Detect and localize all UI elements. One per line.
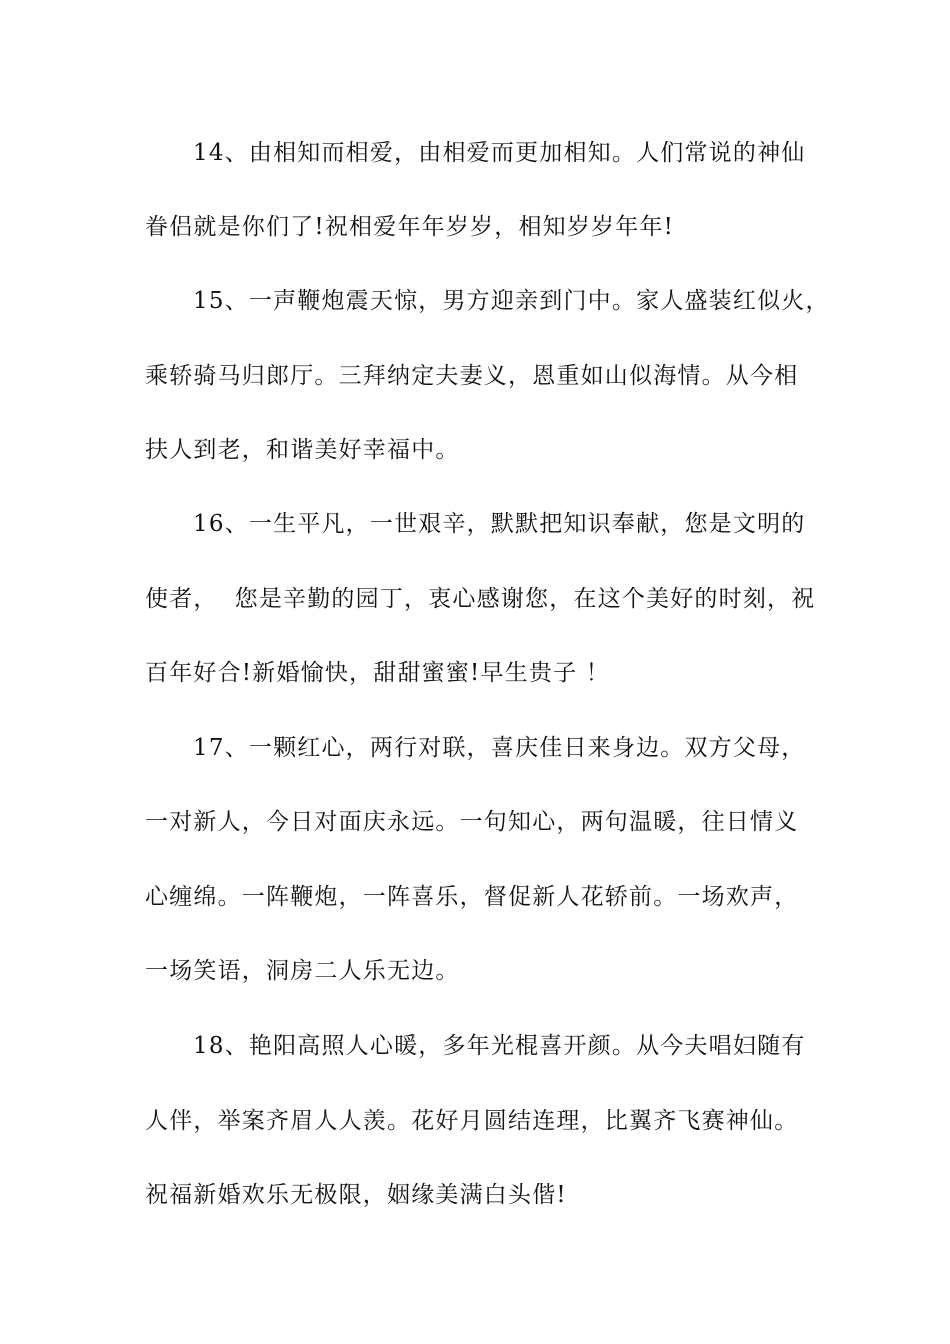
paragraph-17-line-2: 一对新人，今日对面庆永远。一句知心，两句温暖，往日情义 — [145, 809, 799, 835]
paragraph-17-line-4: 一场笑语，洞房二人乐无边。 — [145, 958, 460, 984]
paragraph-17-line-1: 17、一颗红心，两行对联，喜庆佳日来身边。双方父母， — [193, 735, 806, 761]
paragraph-14-line-1: 14、由相知而相爱，由相爱而更加相知。人们常说的神仙 — [193, 140, 806, 166]
paragraph-16-line-1: 16、一生平凡，一世艰辛，默默把知识奉献，您是文明的 — [193, 511, 806, 537]
paragraph-15-line-1: 15、一声鞭炮震天惊，男方迎亲到门中。家人盛装红似火， — [193, 288, 830, 314]
paragraph-16-line-3: 百年好合!新婚愉快，甜甜蜜蜜!早生贵子 ！ — [145, 660, 610, 686]
paragraph-15-line-3: 扶人到老，和谐美好幸福中。 — [145, 437, 460, 463]
paragraph-18-line-1: 18、艳阳高照人心暖，多年光棍喜开颜。从今夫唱妇随有 — [193, 1033, 806, 1059]
paragraph-18-line-3: 祝福新婚欢乐无极限，姻缘美满白头偕! — [145, 1182, 567, 1208]
paragraph-17-line-3: 心缠绵。一阵鞭炮，一阵喜乐，督促新人花轿前。一场欢声， — [145, 884, 799, 910]
paragraph-18-line-2: 人伴，举案齐眉人人羡。花好月圆结连理，比翼齐飞赛神仙。 — [145, 1108, 799, 1134]
paragraph-15-line-2: 乘轿骑马归郎厅。三拜纳定夫妻义，恩重如山似海情。从今相 — [145, 363, 799, 389]
paragraph-14-line-2: 眷侣就是你们了!祝相爱年年岁岁，相知岁岁年年! — [145, 214, 675, 240]
paragraph-16-line-2: 使者， 您是辛勤的园丁，衷心感谢您，在这个美好的时刻，祝 — [145, 586, 816, 612]
